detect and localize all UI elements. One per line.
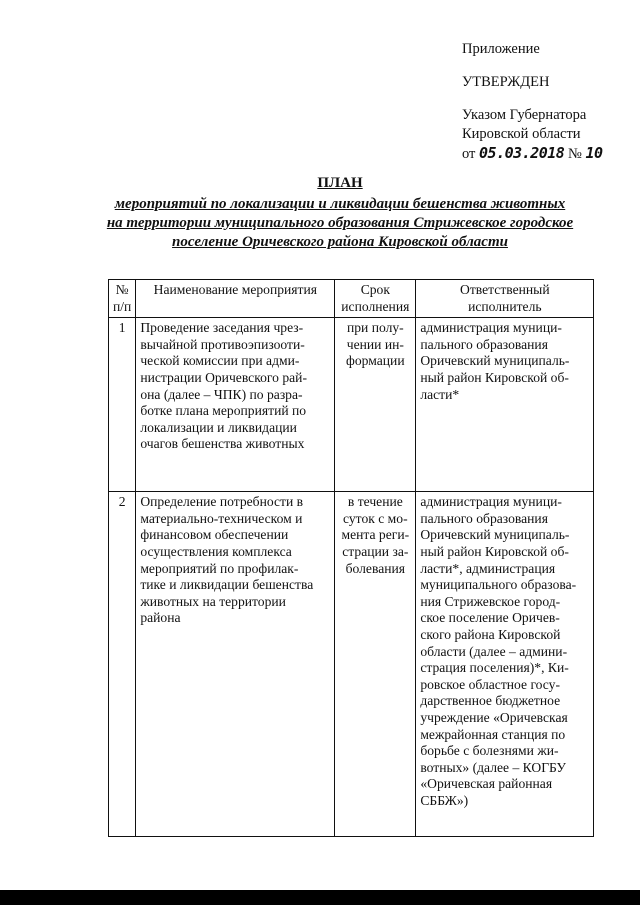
header-num: № п/п [109,280,136,318]
plan-subtitle-line: поселение Оричевского района Кировской области [172,234,508,250]
row-number: 2 [109,492,136,837]
appendix-label: Приложение [462,41,540,57]
handwritten-date: 05.03.2018 [479,144,565,162]
measure-responsible: администрация муници- пального образования Оричевский муниципаль- ный район Кировской об- ласти* [416,318,594,492]
plan-subtitle-line: мероприятий по локализации и ликвидации бешенства животных [114,196,566,212]
plan-subtitle [60,195,620,252]
header-name: Наименование мероприятия [136,280,335,318]
decree-date-line [462,144,603,164]
header-responsible: Ответственный исполнитель [416,280,594,318]
measures-table [108,279,594,837]
scan-bottom-edge [0,890,640,905]
number-label: № [567,146,582,162]
measure-name: Проведение заседания чрез- вычайной противоэпизооти- ческой комиссии при адми- нистрации Оричевского рай- она (далее – ЧПК) по разра- ботке плана мероприятий по локализации и ликвидации очагов бешенства животных [136,318,335,492]
handwritten-number: 10 [585,144,603,162]
approved-label: УТВЕРЖДЕН [462,74,550,90]
plan-heading: ПЛАН [317,175,363,191]
table-row [109,318,594,492]
table-row [109,492,594,837]
decree-line-1: Указом Губернатора [462,107,587,123]
decree-line-2: Кировской области [462,126,581,142]
table-header-row [109,280,594,318]
measure-name: Определение потребности в материально-техническом и финансовом обеспечении осуществления комплекса мероприятий по профилак- тике и ликвидации бешенства животных на территории района [136,492,335,837]
approval-block [462,40,603,164]
measure-responsible: администрация муници- пального образования Оричевский муниципаль- ный район Кировской об- ласти*, администрация муниципального образова- ния Стрижевское город- ское поселение Оричев- ского района Кировской области (далее – админи- страция поселения)*, Ки- ровское областное госу- дарственное бюджетное учреждение «Оричевская межрайонная станция по борьбе с болезнями жи- вотных» (далее – КОГБУ «Оричевская районная СББЖ») [416,492,594,837]
document-title [60,174,620,252]
measure-term: при полу- чении ин- формации [335,318,416,492]
row-number: 1 [109,318,136,492]
header-term: Срок исполнения [335,280,416,318]
from-label: от [462,146,476,162]
plan-subtitle-line: на территории муниципального образования Стрижевское городское [106,215,574,231]
measure-term: в течение суток с мо- мента реги- страции за- болевания [335,492,416,837]
